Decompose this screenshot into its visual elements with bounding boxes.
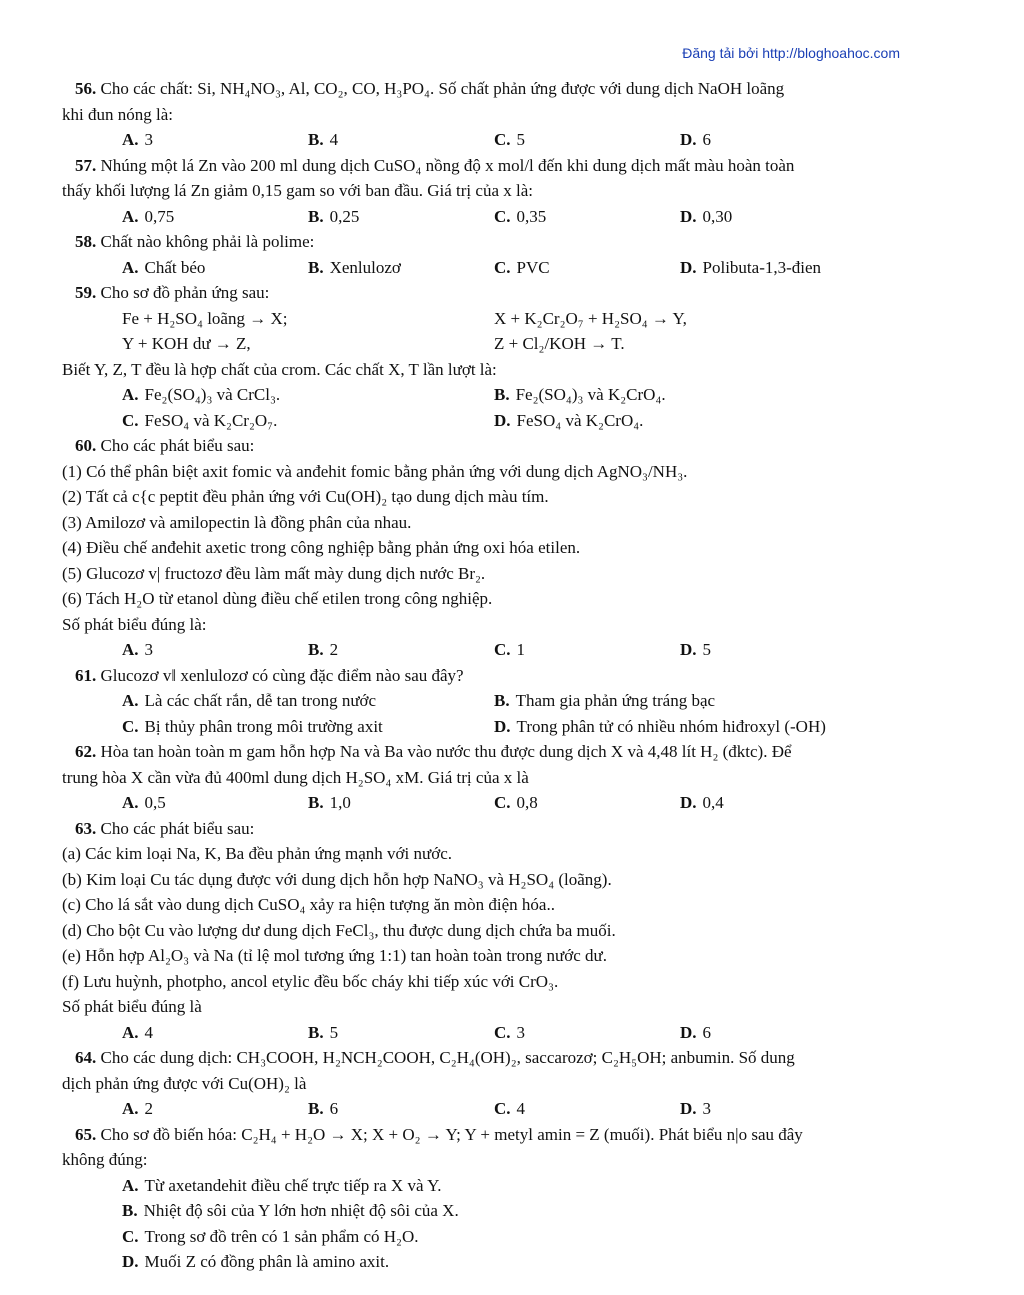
- statement: (6) Tách H₂O từ etanol dùng điều chế etilen trong công nghiệp.: [62, 589, 493, 608]
- option-b[interactable]: B. Tham gia phản ứng tráng bạc: [494, 691, 716, 710]
- reaction: Z + Cl₂/KOH → T.: [494, 334, 625, 353]
- option-b[interactable]: B. Fe₂(SO₄)₃ và K₂CrO₄.: [494, 385, 666, 404]
- option-d[interactable]: D. 3: [680, 1099, 712, 1118]
- option-a[interactable]: A. 2: [122, 1099, 154, 1118]
- reaction: Y + KOH dư → Z,: [122, 334, 251, 353]
- question-56: [62, 76, 962, 153]
- option-b[interactable]: B. 4: [308, 130, 339, 149]
- option-a[interactable]: A. Là các chất rắn, dễ tan trong nước: [122, 691, 377, 710]
- question-text-cont: khi đun nóng là:: [62, 104, 173, 124]
- options: [62, 382, 962, 408]
- statement: (f) Lưu huỳnh, photpho, ancol etylic đều bốc cháy khi tiếp xúc với CrO₃.: [62, 971, 559, 991]
- question-text: Cho sơ đồ phản ứng sau:: [100, 283, 270, 302]
- question-59: [62, 280, 962, 433]
- statement: (5) Glucozơ v| fructozơ đều làm mất mày dung dịch nước Br₂.: [62, 563, 486, 583]
- option-a[interactable]: A. Từ axetandehit điều chế trực tiếp ra X và Y.: [122, 1175, 442, 1195]
- question-text-cont: thấy khối lượng lá Zn giảm 0,15 gam so với ban đầu. Giá trị của x là:: [62, 181, 533, 200]
- options: [62, 688, 962, 714]
- question-text: Cho sơ đồ biến hóa: C₂H₄ + H₂O → X; X + O₂ → Y; Y + metyl amin = Z (muối). Phát biểu n|o sau đây: [100, 1124, 803, 1144]
- site-credit: Đăng tải bởi http://bloghoahoc.com: [682, 45, 900, 61]
- question-text: Cho các phát biểu sau:: [100, 436, 255, 455]
- question-62: [62, 739, 962, 816]
- question-text: Cho các chất: Si, NH₄NO₃, Al, CO₂, CO, H₃PO₄. Số chất phản ứng được với dung dịch NaOH loãng: [100, 79, 785, 98]
- option-c[interactable]: C. Trong sơ đồ trên có 1 sản phẩm có H₂O.: [122, 1226, 419, 1246]
- reaction: Fe + H₂SO₄ loãng → X;: [122, 308, 288, 328]
- question-number: 59.: [75, 283, 97, 302]
- option-b[interactable]: B. 6: [308, 1099, 339, 1118]
- reaction: X + K₂Cr₂O₇ + H₂SO₄ → Y,: [494, 308, 687, 328]
- option-d[interactable]: D. Polibuta-1,3-đien: [680, 257, 822, 277]
- option-d[interactable]: D. Muối Z có đồng phân là amino axit.: [122, 1252, 390, 1271]
- question-number: 58.: [75, 232, 97, 251]
- question-57: [62, 153, 962, 230]
- question-number: 62.: [75, 742, 97, 761]
- options: [62, 204, 962, 230]
- option-c[interactable]: C. 1: [494, 640, 526, 659]
- option-c[interactable]: C. 4: [494, 1099, 526, 1118]
- option-a[interactable]: A. 0,75: [122, 206, 175, 226]
- option-c[interactable]: C. PVC: [494, 257, 550, 277]
- question-text-cont: Số phát biểu đúng là: [62, 997, 202, 1016]
- question-number: 65.: [75, 1124, 97, 1144]
- question-63: [62, 816, 962, 1046]
- question-58: [62, 229, 962, 280]
- option-c[interactable]: C. 5: [494, 130, 526, 149]
- option-a[interactable]: A. 3: [122, 640, 154, 659]
- reaction-scheme-row: [62, 306, 962, 332]
- question-text: Cho các phát biểu sau:: [100, 818, 255, 838]
- question-number: 60.: [75, 436, 97, 455]
- question-text-cont: không đúng:: [62, 1150, 148, 1169]
- question-text-cont: dịch phản ứng được với Cu(OH)₂ là: [62, 1073, 307, 1093]
- option-a[interactable]: A. 4: [122, 1022, 154, 1042]
- option-c[interactable]: C. 0,8: [494, 793, 538, 812]
- options: [62, 790, 962, 816]
- options: [62, 637, 962, 663]
- option-b[interactable]: B. 2: [308, 640, 339, 659]
- option-b[interactable]: B. 0,25: [308, 206, 360, 226]
- question-65: [62, 1122, 962, 1275]
- option-b[interactable]: B. Nhiệt độ sôi của Y lớn hơn nhiệt độ sôi của X.: [122, 1201, 459, 1220]
- option-a[interactable]: A. Fe₂(SO₄)₃ và CrCl₃.: [122, 385, 281, 404]
- question-text-cont: Số phát biểu đúng là:: [62, 614, 207, 634]
- question-text: Chất nào không phải là polime:: [100, 232, 315, 251]
- question-number: 63.: [75, 818, 97, 838]
- option-d[interactable]: D. 0,4: [680, 793, 724, 812]
- option-c[interactable]: C. Bị thủy phân trong môi trường axit: [122, 716, 383, 736]
- question-text: Cho các dung dịch: CH₃COOH, H₂NCH₂COOH, C₂H₄(OH)₂, saccarozơ; C₂H₅OH; anbumin. Số dung: [100, 1048, 795, 1067]
- question-text-cont: Biết Y, Z, T đều là hợp chất của crom. Các chất X, T lần lượt là:: [62, 359, 497, 379]
- exam-page: [62, 76, 962, 1275]
- question-number: 57.: [75, 155, 97, 175]
- question-text: Glucozơ v‖ xenlulozơ có cùng đặc điểm nào sau đây?: [100, 665, 464, 685]
- option-d[interactable]: D. FeSO₄ và K₂CrO₄.: [494, 410, 644, 430]
- option-d[interactable]: D. 5: [680, 640, 712, 659]
- options: [62, 127, 962, 153]
- statement: (2) Tất cả c{c peptit đều phản ứng với Cu(OH)₂ tạo dung dịch màu tím.: [62, 487, 549, 506]
- option-d[interactable]: D. 0,30: [680, 206, 733, 226]
- options: [62, 714, 962, 740]
- statement: (3) Amilozơ và amilopectin là đồng phân của nhau.: [62, 512, 412, 532]
- options: [62, 408, 962, 434]
- option-c[interactable]: C. FeSO₄ và K₂Cr₂O₇.: [122, 410, 278, 430]
- option-d[interactable]: D. Trong phân tử có nhiều nhóm hiđroxyl (-OH): [494, 716, 826, 736]
- options: [62, 1096, 962, 1122]
- statement: (4) Điều chế anđehit axetic trong công nghiệp bằng phản ứng oxi hóa etilen.: [62, 538, 581, 557]
- statement: (e) Hỗn hợp Al₂O₃ và Na (tỉ lệ mol tương ứng 1:1) tan hoàn toàn trong nước dư.: [62, 946, 607, 965]
- option-a[interactable]: A. 0,5: [122, 793, 166, 812]
- option-d[interactable]: D. 6: [680, 1022, 712, 1042]
- options: [62, 1020, 962, 1046]
- option-b[interactable]: B. 5: [308, 1022, 339, 1042]
- question-number: 61.: [75, 665, 97, 685]
- statement: (a) Các kim loại Na, K, Ba đều phản ứng mạnh với nước.: [62, 844, 453, 863]
- question-61: [62, 663, 962, 740]
- question-text: Hòa tan hoàn toàn m gam hỗn hợp Na và Ba vào nước thu được dung dịch X và 4,48 lít H₂ (đktc). Để: [100, 742, 792, 761]
- question-text: Nhúng một lá Zn vào 200 ml dung dịch CuSO₄ nồng độ x mol/l đến khi dung dịch mất màu hoàn toàn: [100, 155, 795, 175]
- option-b[interactable]: B. Xenlulozơ: [308, 257, 401, 277]
- statement: (d) Cho bột Cu vào lượng dư dung dịch FeCl₃, thu được dung dịch chứa ba muối.: [62, 920, 616, 940]
- question-text-cont: trung hòa X cần vừa đủ 400ml dung dịch H₂SO₄ xM. Giá trị của x là: [62, 767, 529, 787]
- question-64: [62, 1045, 962, 1122]
- option-b[interactable]: B. 1,0: [308, 793, 351, 812]
- option-a[interactable]: A. 3: [122, 130, 154, 149]
- statement: (1) Có thể phân biệt axit fomic và anđehit fomic bằng phản ứng với dung dịch AgNO₃/NH₃.: [62, 461, 688, 481]
- option-c[interactable]: C. 0,35: [494, 206, 547, 226]
- question-number: 64.: [75, 1048, 97, 1067]
- option-c[interactable]: C. 3: [494, 1022, 526, 1042]
- question-60: [62, 433, 962, 663]
- statement: (b) Kim loại Cu tác dụng được với dung dịch hỗn hợp NaNO₃ và H₂SO₄ (loãng).: [62, 869, 612, 889]
- question-number: 56.: [75, 79, 97, 98]
- option-d[interactable]: D. 6: [680, 130, 712, 149]
- options: [62, 255, 962, 281]
- statement: (c) Cho lá sắt vào dung dịch CuSO₄ xảy ra hiện tượng ăn mòn điện hóa..: [62, 895, 555, 914]
- reaction-scheme-row: [62, 331, 962, 357]
- option-a[interactable]: A. Chất béo: [122, 257, 206, 277]
